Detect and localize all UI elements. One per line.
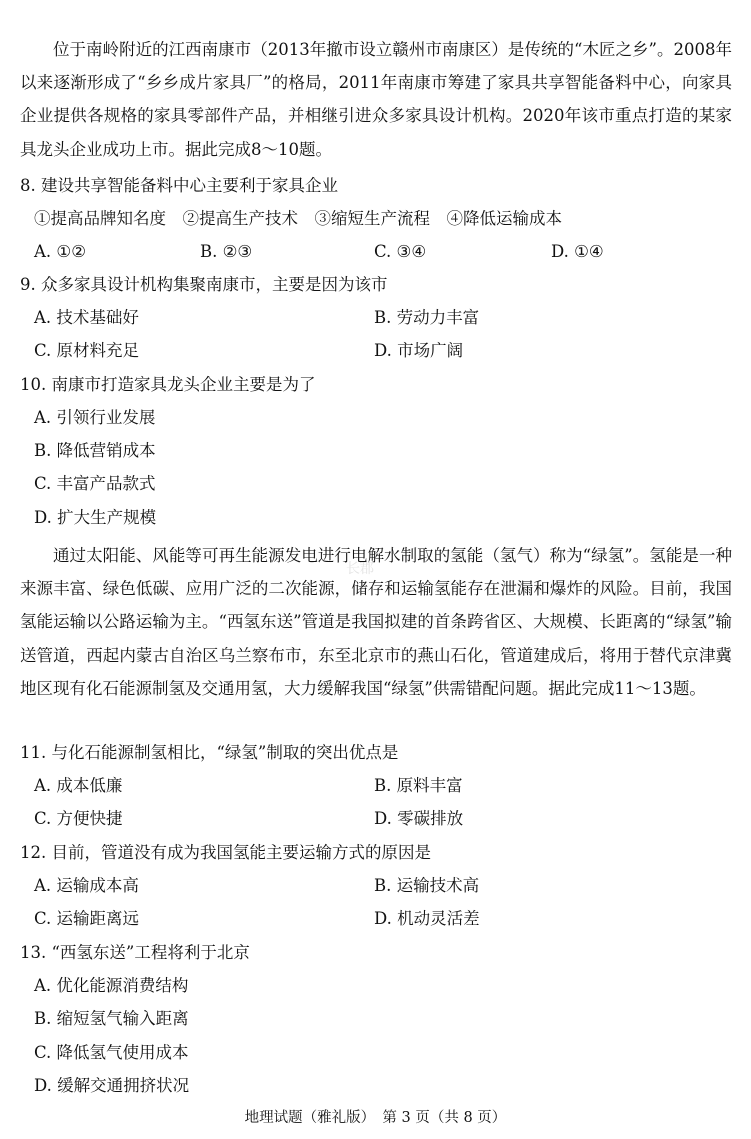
question-8-option-d: D. ①④ bbox=[551, 242, 604, 261]
question-8-option-a: A. ①② bbox=[34, 242, 86, 261]
question-11-option-a: A. 成本低廉 bbox=[34, 776, 123, 795]
question-13-option-d: D. 缓解交通拥挤状况 bbox=[34, 1076, 190, 1095]
question-8-option-c: C. ③④ bbox=[374, 242, 427, 261]
question-11-option-d: D. 零碳排放 bbox=[374, 809, 464, 828]
question-10-option-a: A. 引领行业发展 bbox=[34, 408, 156, 427]
question-9-option-d: D. 市场广阔 bbox=[374, 341, 464, 360]
question-9-stem: 9. 众多家具设计机构集聚南康市，主要是因为该市 bbox=[20, 275, 388, 294]
question-13-option-c: C. 降低氢气使用成本 bbox=[34, 1043, 189, 1062]
question-10-option-c: C. 丰富产品款式 bbox=[34, 474, 156, 493]
question-10-stem: 10. 南康市打造家具龙头企业主要是为了 bbox=[20, 375, 316, 394]
question-11-option-c: C. 方便快捷 bbox=[34, 809, 123, 828]
question-8-stem: 8. 建设共享智能备料中心主要利于家具企业 bbox=[20, 176, 338, 195]
question-13-option-a: A. 优化能源消费结构 bbox=[34, 976, 189, 995]
question-13-option-b: B. 缩短氢气输入距离 bbox=[34, 1009, 189, 1028]
question-12-option-c: C. 运输距离远 bbox=[34, 909, 140, 928]
question-13-stem: 13. “西氢东送”工程将利于北京 bbox=[20, 943, 250, 962]
question-10-option-b: B. 降低营销成本 bbox=[34, 441, 156, 460]
question-10-option-d: D. 扩大生产规模 bbox=[34, 508, 157, 527]
page-footer: 地理试题（雅礼版） 第 3 页（共 8 页） bbox=[244, 1110, 507, 1126]
question-9-option-b: B. 劳动力丰富 bbox=[374, 308, 480, 327]
question-8-items: ①提高品牌知名度 ②提高生产技术 ③缩短生产流程 ④降低运输成本 bbox=[34, 209, 562, 228]
question-11-stem: 11. 与化石能源制氢相比，“绿氢”制取的突出优点是 bbox=[20, 743, 399, 762]
question-9-option-a: A. 技术基础好 bbox=[34, 308, 139, 327]
question-12-stem: 12. 目前，管道没有成为我国氢能主要运输方式的原因是 bbox=[20, 843, 431, 862]
question-12-option-b: B. 运输技术高 bbox=[374, 876, 480, 895]
question-12-option-a: A. 运输成本高 bbox=[34, 876, 139, 895]
watermark: 长郡 bbox=[346, 561, 374, 577]
passage-green-hydrogen: 通过太阳能、风能等可再生能源发电进行电解水制取的氢能（氢气）称为“绿氢”。氢能是一种来源丰富、绿色低碳、应用广泛的二次能源，储存和运输氢能存在泄漏和爆炸的风险。目前，我国氢能运输以公路运输为主。“西氢东送”管道是我国拟建的首条跨省区、大规模、长距离的“绿氢”输送管道，西起内蒙古自治区乌兰察布市，东至北京市的燕山石化，管道建成后，将用于替代京津冀地区现有化石能源制氢及交通用氢，大力缓解我国“绿氢”供需错配问题。据此完成11～13题。 bbox=[20, 546, 732, 698]
question-11-option-b: B. 原料丰富 bbox=[374, 776, 463, 795]
question-9-option-c: C. 原材料充足 bbox=[34, 341, 140, 360]
question-8-option-b: B. ②③ bbox=[200, 242, 253, 261]
question-12-option-d: D. 机动灵活差 bbox=[374, 909, 480, 928]
passage-nankang: 位于南岭附近的江西南康市（2013年撤市设立赣州市南康区）是传统的“木匠之乡”。2008年以来逐渐形成了“乡乡成片家具厂”的格局，2011年南康市筹建了家具共享智能备料中心，向家具企业提供各规格的家具零部件产品，并相继引进众多家具设计机构。2020年该市重点打造的某家具龙头企业成功上市。据此完成8～10题。 bbox=[20, 40, 732, 159]
